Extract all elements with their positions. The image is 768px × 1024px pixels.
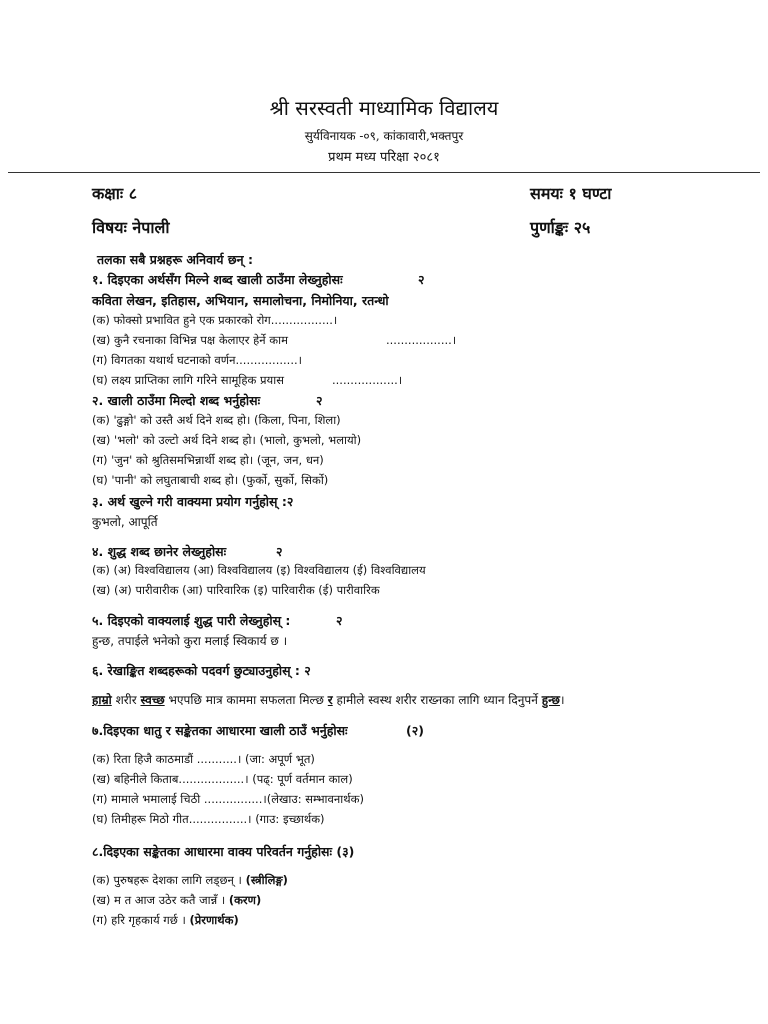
q6-sentence [92, 691, 565, 708]
q8-item [92, 873, 288, 888]
q1-item: (ग) विगतका यथार्थ घटनाको वर्णन.................। [92, 353, 302, 367]
q2-item: (ख) 'भलो' को उल्टो अर्थ दिने शब्द हो। (भालो, कुभलो, भलायो) [92, 433, 362, 447]
q1-item-blank: ..................। [332, 373, 403, 387]
q4-item: (ख) (अ) पारीवारीक (आ) पारिवारिक (इ) पारिवारीक (ई) पारीवारिक [92, 583, 380, 597]
q8-item [92, 913, 239, 928]
exam-title: प्रथम मध्य परिक्षा २०८१ [328, 150, 440, 165]
q1-item-blank: ..................। [386, 333, 457, 347]
q1-marks: २ [418, 272, 425, 287]
q1-item: (ख) कुनै रचनाका विभिन्न पक्ष केलाएर हेर्ने काम [92, 333, 288, 347]
q1-item: (घ) लक्ष्य प्राप्तिका लागि गरिने सामूहिक प्रयास [92, 373, 284, 387]
q8-item-text: (क) पुरुषहरू देशका लागि लड्छन् । [92, 873, 246, 887]
q7-item: (ग) मामाले भमालाई चिठी ................।(लेखाउ: सम्भावनार्थक) [92, 792, 364, 806]
q7-item: (ख) बहिनीले किताब..................। (पढ्: पूर्ण वर्तमान काल) [92, 772, 353, 786]
q4-title: ४. शुद्ध शब्द छानेर लेख्नुहोसः [92, 544, 227, 559]
q8-item [92, 893, 261, 908]
q3-words: कुभलो, आपूर्ति [92, 515, 158, 529]
q2-item: (क) 'ढुङ्गो' को उस्तै अर्थ दिने शब्द हो। (किला, पिना, शिला) [92, 413, 341, 427]
q6-text: । [559, 693, 565, 707]
q5-sentence: हुन्छ, तपाईले भनेको कुरा मलाई स्विकार्य छ । [92, 634, 288, 648]
q8-item-text: (ख) म त आज उठेर कतै जान्नँ । [92, 893, 229, 907]
q6-underlined-word: र [327, 693, 333, 707]
time-label: समयः १ घण्टा [530, 184, 612, 203]
q6-text: हामीले स्वस्थ शरीर राख्नका लागि ध्यान दिनुपर्ने [332, 693, 542, 707]
q6-underlined-word: हाम्रो [92, 693, 112, 707]
q1-word-bank: कविता लेखन, इतिहास, अभियान, समालोचना, निमोनिया, रतन्धो [92, 293, 389, 308]
q1-item: (क) फोक्सो प्रभावित हुने एक प्रकारको रोग.................। [92, 313, 338, 327]
q2-title: २. खाली ठाउँमा मिल्दो शब्द भर्नुहोसः [92, 393, 261, 408]
q2-item: (ग) 'जुन' को श्रुतिसमभिन्नार्थी शब्द हो। (जून, जन, धन) [92, 453, 324, 467]
q7-item: (क) रिता हिजै काठमाडौं ...........। (जा: अपूर्ण भूत) [92, 752, 315, 766]
q7-marks: (२) [406, 723, 424, 738]
q4-marks: २ [276, 544, 283, 559]
q6-text: भएपछि मात्र काममा सफलता मिल्छ [164, 693, 328, 707]
instruction: तलका सबै प्रश्नहरू अनिवार्य छन् : [97, 252, 253, 267]
header-divider [8, 172, 760, 173]
q8-item-hint: (स्त्रीलिङ्ग) [245, 873, 288, 887]
q3-title: ३. अर्थ खुल्ने गरी वाक्यमा प्रयोग गर्नुहोस् :२ [92, 494, 294, 509]
q8-item-text: (ग) हरि गृहकार्य गर्छ । [92, 913, 190, 927]
q6-underlined-word: हुन्छ [541, 693, 560, 707]
q7-item: (घ) तिमीहरू मिठो गीत................। (गाउ: इच्छार्थक) [92, 812, 325, 826]
q2-marks: २ [316, 393, 323, 408]
q7-title: ७.दिइएका धातु र सङ्केतका आधारमा खाली ठाउँ भर्नुहोसः [92, 723, 348, 738]
school-address: सुर्यविनायक -०९, कांकावारी,भक्तपुर [304, 129, 464, 143]
q6-underlined-word: स्वच्छ [140, 693, 165, 707]
q2-item: (घ) 'पानी' को लघुताबाची शब्द हो। (फुर्को, सुर्को, सिर्को) [92, 473, 329, 487]
q5-marks: २ [336, 613, 343, 628]
q8-item-hint: (करण) [228, 893, 262, 907]
subject-label: विषयः नेपाली [92, 218, 170, 237]
q6-title: ६. रेखाङ्कित शब्दहरूको पदवर्ग छुट्याउनुहोस् : २ [92, 663, 311, 678]
class-label: कक्षाः ८ [92, 184, 138, 203]
q8-item-hint: (प्रेरणार्थक) [189, 913, 239, 927]
q6-text: शरीर [111, 693, 141, 707]
q8-title: ८.दिइएका सङ्केतका आधारमा वाक्य परिवर्तन गर्नुहोसः (३) [92, 844, 355, 859]
school-name: श्री सरस्वती माध्यामिक विद्यालय [269, 96, 499, 120]
q4-item: (क) (अ) विश्वविद्यालय (आ) विश्वविद्यालय (इ) विश्वविद्यालय (ई) विश्वविद्यालय [92, 563, 426, 577]
q1-title: १. दिइएका अर्थसँग मिल्ने शब्द खाली ठाउँमा लेख्नुहोसः [92, 272, 343, 287]
q5-title: ५. दिइएको वाक्यलाई शुद्ध पारी लेख्नुहोस् : [92, 613, 291, 628]
full-marks-label: पुर्णाङ्कः २५ [530, 218, 591, 237]
